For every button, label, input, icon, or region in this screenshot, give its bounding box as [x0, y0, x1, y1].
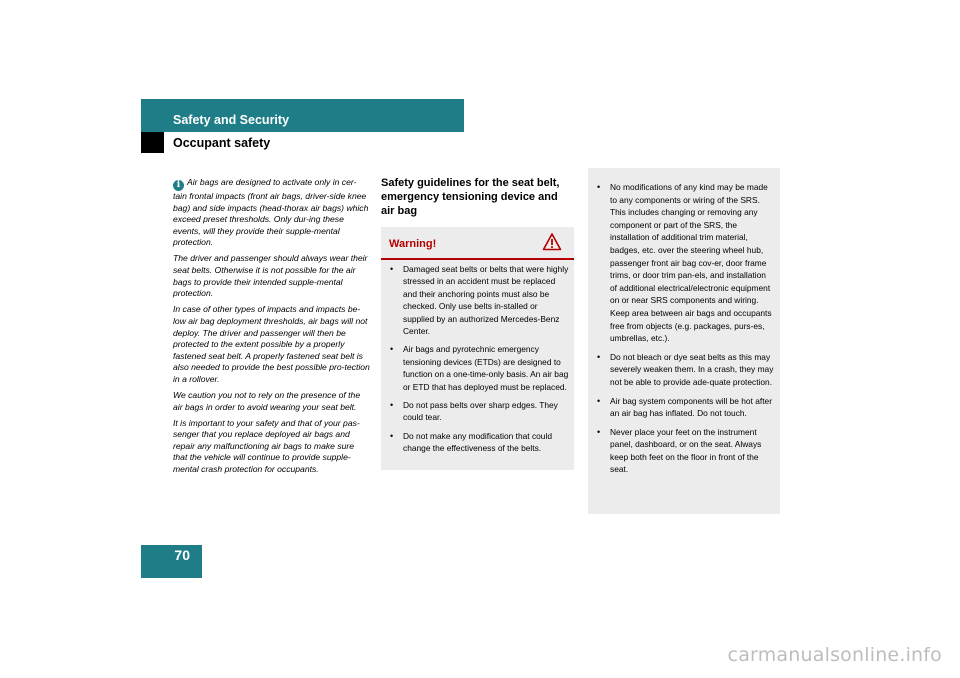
list-item: • No modifications of any kind may be made to any components or wiring of the SRS. This includes changing or removing any component or part of the SRS, the installation of additional trim material, badges, etc. over the steering wheel hub, passenger front air bag cov-er, door frame trims, or door trim pan-els, and installation of additional electrical/electronic equipment on or near SRS components and wiring. Keep area between air bags and occupants free from objects (e.g. packages, purs-es, umbrellas, etc.). [596, 181, 774, 345]
page-number: 70 [174, 547, 190, 563]
page-number-box [141, 545, 202, 578]
info-note [173, 177, 370, 480]
info-paragraph: The driver and passenger should always wear their seat belts. Otherwise it is not possible for the air bags to provide their intended supple-mental protection. [173, 253, 368, 299]
warning-triangle-icon [542, 232, 562, 252]
warning-box [381, 227, 574, 470]
section-title: Safety and Security [173, 113, 290, 127]
info-paragraph: It is important to your safety and that of your pas-senger that you replace deployed air bags and repair any malfunctioning air bags to make sure that the vehicle will continue to provide supple-mental crash protection for occupants. [173, 417, 360, 475]
list-item: • Do not bleach or dye seat belts as this may severely weaken them. In a crash, they may not be able to provide ade-quate protection. [596, 351, 774, 389]
info-paragraph: We caution you not to rely on the presence of the air bags in order to avoid wearing your seat belt. [173, 390, 361, 412]
list-item: • Do not make any modification that could change the effectiveness of the belts. [389, 430, 569, 455]
list-item: • Air bags and pyrotechnic emergency tensioning devices (ETDs) are designed to function on a one-time-only basis. An air bag or ETD that has deployed must be replaced. [389, 343, 569, 393]
subsection-title: Occupant safety [173, 136, 271, 150]
warning-title: Warning! [389, 238, 437, 250]
warning-list [389, 263, 569, 461]
list-item: • Do not pass belts over sharp edges. They could tear. [389, 399, 569, 424]
list-item: • Never place your feet on the instrument panel, dashboard, or on the seat. Always keep both feet on the floor in front of the seat. [596, 426, 774, 476]
list-item: • Damaged seat belts or belts that were highly stressed in an accident must be replaced and their anchoring points must also be checked. Only use belts in-stalled or supplied by an authorized Mercedes-Benz Center. [389, 263, 569, 337]
warning-divider [381, 258, 574, 260]
info-icon: i [173, 180, 184, 191]
warning-continued-box [588, 168, 780, 514]
watermark: carmanualsonline.info [727, 644, 942, 666]
section-header-marker [141, 132, 164, 153]
info-paragraph: i Air bags are designed to activate only in cer-tain frontal impacts (front air bags, driver-side knee bag) and side impacts (head-thorax air bags) which exceed preset thresholds. Only dur-ing these events, will they provide their supple-mental protection. [173, 177, 369, 248]
list-item: • Air bag system components will be hot after an air bag has inflated. Do not touch. [596, 395, 774, 420]
warning-continued-list [596, 181, 774, 482]
guidelines-heading: Safety guidelines for the seat belt, emergency tensioning device and air bag [381, 177, 560, 217]
info-paragraph: In case of other types of impacts and impacts be-low air bag deployment thresholds, air bags will not deploy. The driver and passenger will then be protected to the extent possible by a properly fastened seat belt. A properly fastened seat belt is also needed to provide the best possible pro-tection in a rollover. [173, 304, 370, 384]
